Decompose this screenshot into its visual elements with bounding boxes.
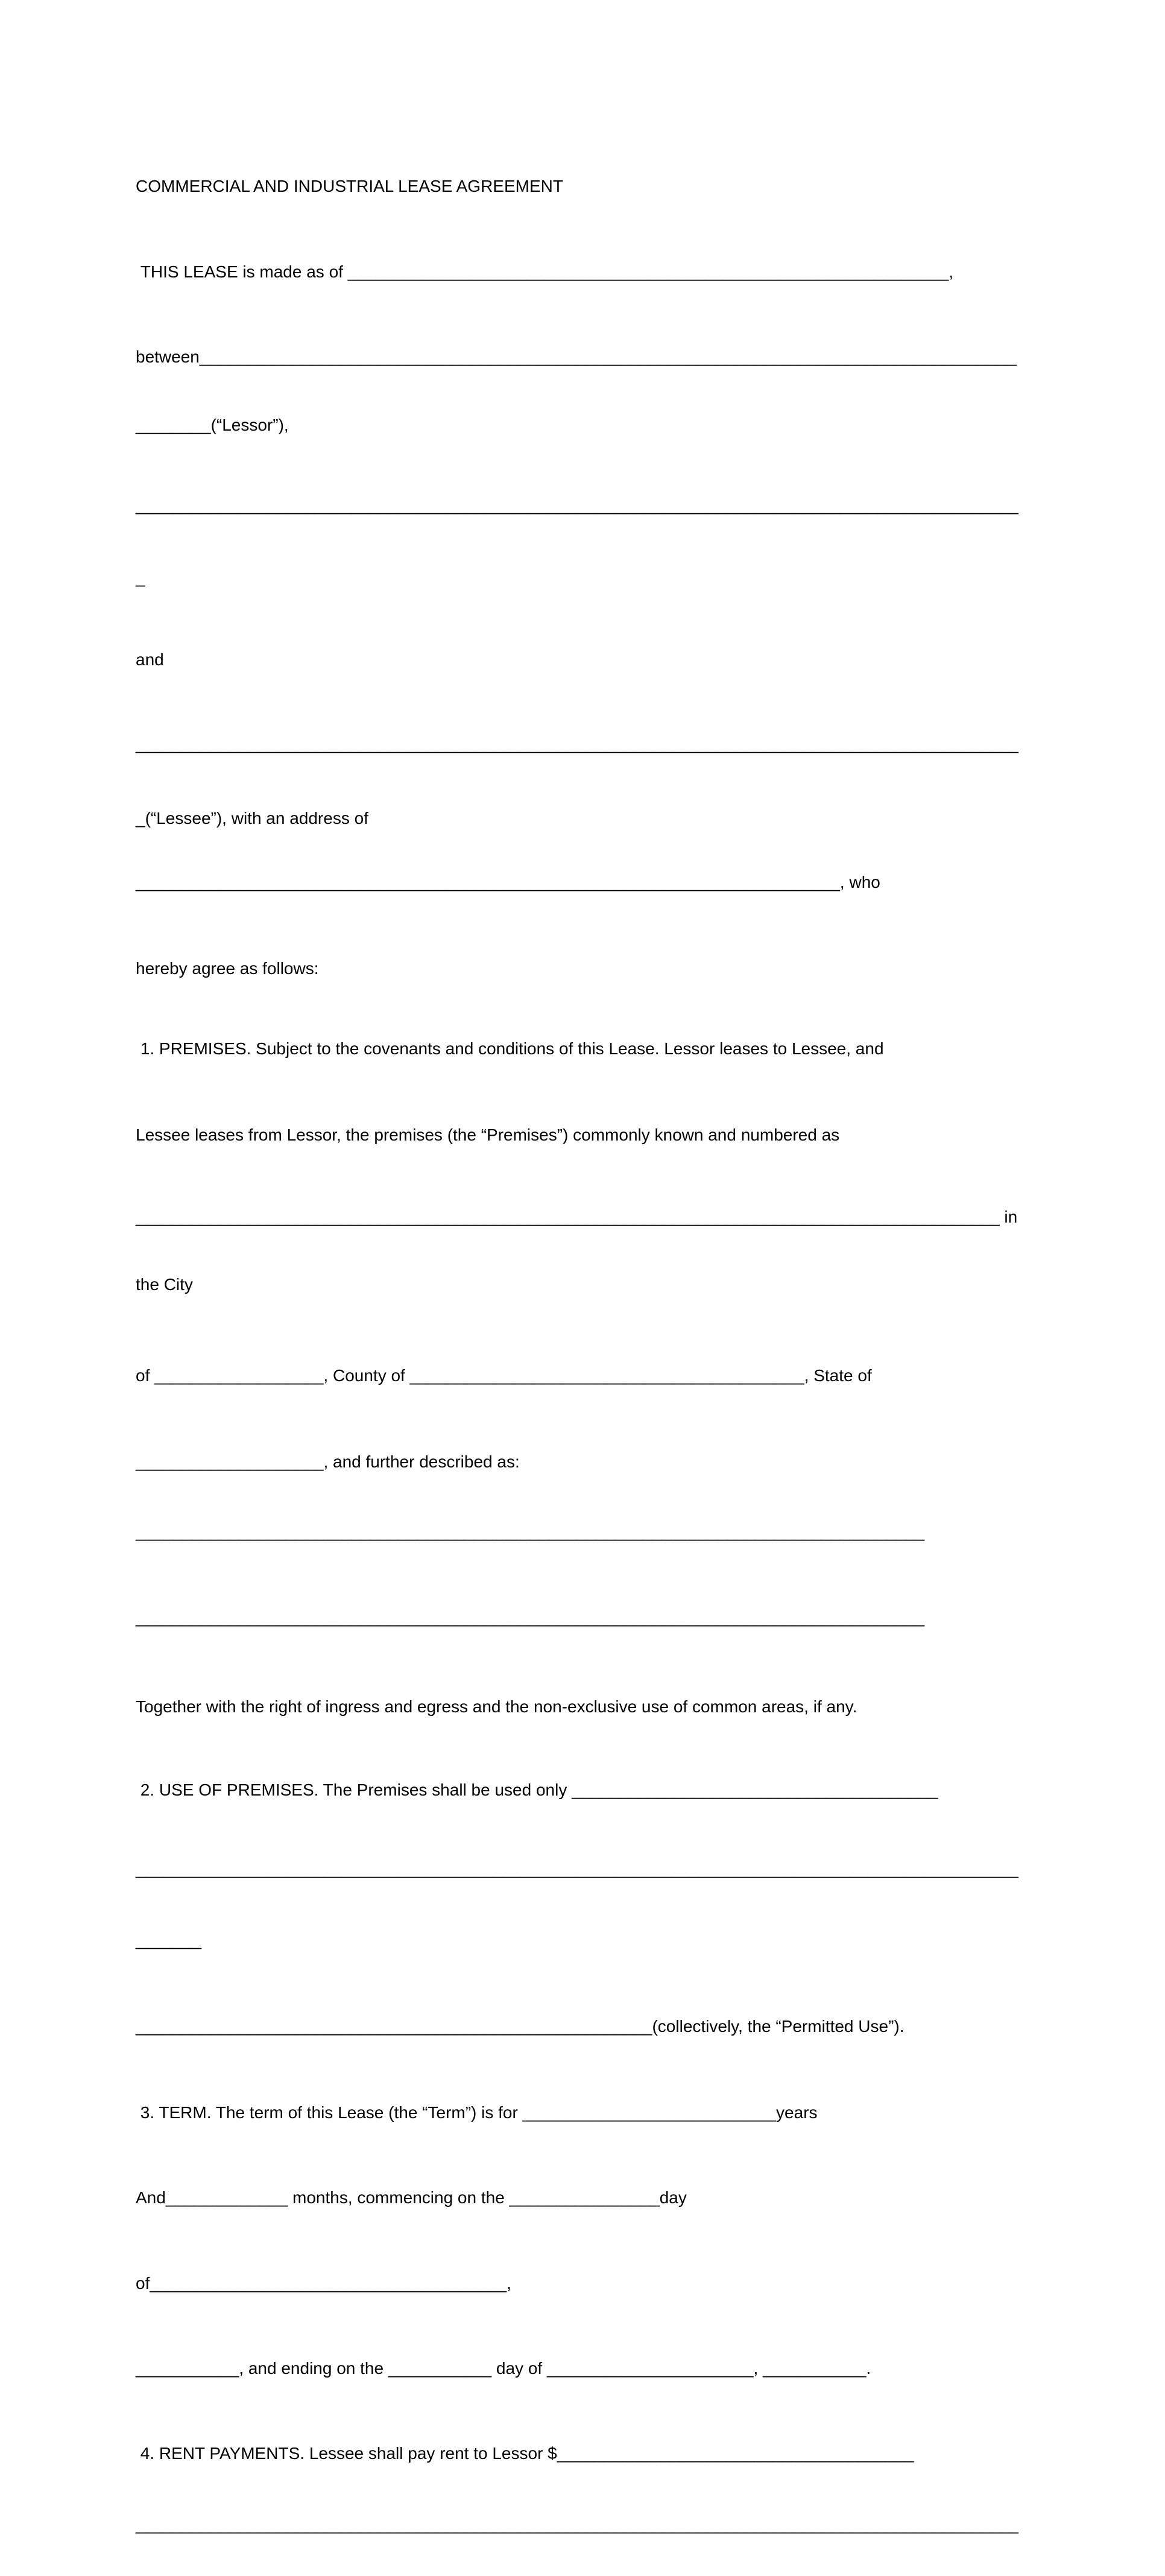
document-title: COMMERCIAL AND INDUSTRIAL LEASE AGREEMENT: [136, 177, 563, 195]
line-and: and: [136, 650, 164, 669]
line-lessee-address-blank-who: ___________________________________________________________________________, who: [136, 873, 880, 891]
line-the-city: the City: [136, 1275, 193, 1294]
line-description-blank-1: ____________________________________________________________________________________: [136, 1522, 925, 1541]
line-blank-stub: _: [136, 568, 145, 587]
section-1-premises-line-2: Lessee leases from Lessor, the premises (the “Premises”) commonly known and numbered as: [136, 1125, 840, 1144]
line-use-blank-full: ______________________________________________________________________________________________: [136, 1859, 1018, 1878]
line-description-blank-2: ____________________________________________________________________________________: [136, 1608, 925, 1627]
line-premises-address-blank-in: ____________________________________________________________________________________________ in: [136, 1207, 1018, 1226]
line-of-month-blank: of______________________________________,: [136, 2274, 511, 2293]
section-2-use-of-premises: 2. USE OF PREMISES. The Premises shall be used only _______________________________________: [136, 1780, 938, 1799]
line-rent-blank-full: ______________________________________________________________________________________________: [136, 2515, 1018, 2534]
line-permitted-use: _______________________________________________________(collectively, the “Permitted Use”).: [136, 2017, 905, 2036]
line-hereby-agree: hereby agree as follows:: [136, 959, 319, 978]
line-further-described-as: ____________________, and further described as:: [136, 1452, 520, 1471]
line-lease-made-as-of-blank: THIS LEASE is made as of ________________________________________________________________,: [136, 262, 954, 281]
line-months-commencing-blanks: And_____________ months, commencing on the ________________day: [136, 2188, 687, 2207]
section-3-term-years-blank: 3. TERM. The term of this Lease (the “Term”) is for ___________________________years: [136, 2103, 818, 2122]
line-ending-on-day-blanks: ___________, and ending on the ___________ day of ______________________, ___________.: [136, 2359, 871, 2378]
line-between-lessor-blank: between_______________________________________________________________________________________: [136, 347, 1017, 366]
section-4-rent-payments-blank: 4. RENT PAYMENTS. Lessee shall pay rent to Lessor $______________________________________: [136, 2444, 914, 2463]
line-blank-full: ______________________________________________________________________________________________: [136, 496, 1018, 514]
section-1-premises-line-1: 1. PREMISES. Subject to the covenants and conditions of this Lease. Lessor leases to Lessee, and: [136, 1039, 884, 1058]
line-blank-full: ______________________________________________________________________________________________: [136, 735, 1018, 753]
line-lessor-label: ________(“Lessor”),: [136, 416, 289, 434]
line-ingress-egress: Together with the right of ingress and egress and the non-exclusive use of common areas, if any.: [136, 1697, 857, 1716]
line-city-county-state-blanks: of __________________, County of __________________________________________, State of: [136, 1366, 872, 1385]
line-use-blank-short: _______: [136, 1931, 202, 1949]
line-lessee-address-label: _(“Lessee”), with an address of: [136, 809, 368, 828]
